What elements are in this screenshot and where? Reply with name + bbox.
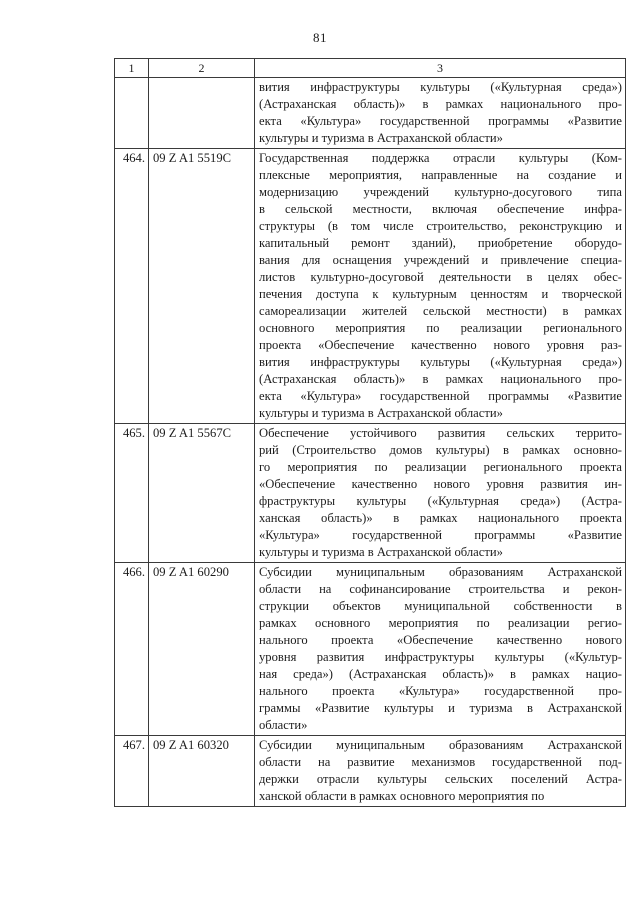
description-line: вания для оснащения учреждений и привлечение специа-	[259, 253, 622, 267]
row-number: 466.	[115, 563, 149, 736]
classification-code: 09 Z A1 60320	[149, 736, 255, 807]
classification-code	[149, 78, 255, 149]
column-header-3: 3	[255, 59, 626, 78]
description-line: рамках основного мероприятия по реализации регио-	[259, 616, 622, 630]
description-line: капитальный ремонт зданий), приобретение оборудо-	[259, 236, 622, 250]
description-line: граммы «Развитие культуры и туризма в Астраханской	[259, 701, 622, 715]
description-line: ная среда») (Астраханская область)» в рамках нацио-	[259, 667, 622, 681]
description-line: струкции объектов муниципальной собственности в	[259, 599, 622, 613]
classification-code: 09 Z A1 5519С	[149, 149, 255, 424]
description-line: основного мероприятия по реализации регионального	[259, 321, 622, 335]
description-line: (Астраханская область)» в рамках национального про-	[259, 372, 622, 386]
description-line: модернизацию учреждений культурно-досугового типа	[259, 185, 622, 199]
row-number: 464.	[115, 149, 149, 424]
description-line: вития инфраструктуры культуры («Культурная среда»)	[259, 355, 622, 369]
budget-classification-table	[114, 58, 626, 807]
table-row	[115, 78, 626, 149]
description-line: Государственная поддержка отрасли культуры (Ком-	[259, 151, 622, 165]
item-description	[255, 78, 626, 149]
description-line: екта «Культура» государственной программы «Развитие	[259, 389, 622, 403]
description-line: Субсидии муниципальным образованиям Астраханской	[259, 565, 622, 579]
description-line: рий (Строительство домов культуры) в рамках основно-	[259, 443, 622, 457]
description-line: уровня развития инфраструктуры культуры («Культур-	[259, 650, 622, 664]
description-line: екта «Культура» государственной программы «Развитие	[259, 114, 622, 128]
item-description	[255, 149, 626, 424]
description-line: области на софинансирование строительства и рекон-	[259, 582, 622, 596]
description-line: «Обеспечение качественно нового уровня развития ин-	[259, 477, 622, 491]
description-line: (Астраханская область)» в рамках национального про-	[259, 97, 622, 111]
description-line: ханской области в рамках основного мероприятия по	[259, 789, 545, 803]
column-header-2: 2	[149, 59, 255, 78]
description-line: проекта «Обеспечение качественно нового уровня раз-	[259, 338, 622, 352]
item-description	[255, 424, 626, 563]
row-number	[115, 78, 149, 149]
description-line: области»	[259, 718, 308, 732]
description-line: культуры и туризма в Астраханской области»	[259, 406, 503, 420]
description-line: культуры и туризма в Астраханской области»	[259, 131, 503, 145]
description-line: культуры и туризма в Астраханской области»	[259, 545, 503, 559]
item-description	[255, 563, 626, 736]
classification-code: 09 Z A1 60290	[149, 563, 255, 736]
table-row	[115, 149, 626, 424]
row-number: 467.	[115, 736, 149, 807]
description-line: структуры (в том числе строительство, реконструкцию и	[259, 219, 622, 233]
table-row	[115, 736, 626, 807]
table-row	[115, 563, 626, 736]
description-line: фраструктуры культуры («Культурная среда») (Астра-	[259, 494, 622, 508]
description-line: области на развитие механизмов государственной под-	[259, 755, 622, 769]
row-number: 465.	[115, 424, 149, 563]
description-line: го мероприятия по реализации регионального проекта	[259, 460, 622, 474]
description-line: держки отрасли культуры сельских поселений Астра-	[259, 772, 622, 786]
description-line: листов культурно-досуговой деятельности в целях обес-	[259, 270, 622, 284]
table-row	[115, 424, 626, 563]
description-line: Обеспечение устойчивого развития сельских террито-	[259, 426, 622, 440]
description-line: нального проекта «Культура» государственной про-	[259, 684, 622, 698]
classification-code: 09 Z A1 5567С	[149, 424, 255, 563]
description-line: нального проекта «Обеспечение качественно нового	[259, 633, 622, 647]
description-line: вития инфраструктуры культуры («Культурная среда»)	[259, 80, 622, 94]
table-header-row	[115, 59, 626, 78]
description-line: самореализации жителей сельской местности) в рамках	[259, 304, 622, 318]
description-line: Субсидии муниципальным образованиям Астраханской	[259, 738, 622, 752]
description-line: ханская область)» в рамках национального проекта	[259, 511, 622, 525]
description-line: печения доступа к культурным ценностям и творческой	[259, 287, 622, 301]
column-header-1: 1	[115, 59, 149, 78]
description-line: плексные мероприятия, направленные на создание и	[259, 168, 622, 182]
description-line: «Культура» государственной программы «Развитие	[259, 528, 622, 542]
description-line: в сельской местности, включая обеспечение инфра-	[259, 202, 622, 216]
item-description	[255, 736, 626, 807]
page-number: 81	[313, 30, 327, 45]
